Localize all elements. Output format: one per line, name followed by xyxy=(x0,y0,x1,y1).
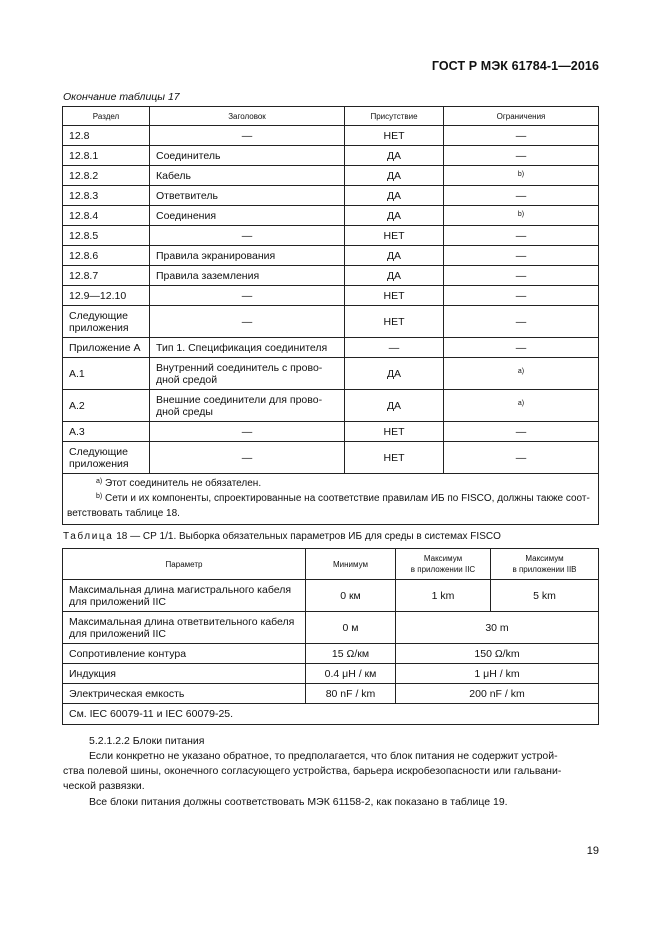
cell-presence: ДА xyxy=(345,246,444,266)
page-number: 19 xyxy=(586,845,599,857)
cell-presence: НЕТ xyxy=(345,126,444,146)
cell-title: Соединения xyxy=(150,206,345,226)
cell-restriction xyxy=(444,358,599,390)
table18-note: См. IEC 60079-11 и IEC 60079-25. xyxy=(63,704,599,725)
cell-max-iic: 1 km xyxy=(396,580,491,612)
cell-section: 12.8.4 xyxy=(63,206,150,226)
cell-restriction: — xyxy=(444,266,599,286)
header-line: Максимум xyxy=(423,554,463,563)
table-18 xyxy=(62,548,599,725)
table-row xyxy=(63,580,599,612)
cell-restriction: — xyxy=(444,146,599,166)
cell-presence: ДА xyxy=(345,166,444,186)
table-row xyxy=(63,644,599,664)
cell-title: Тип 1. Спецификация соединителя xyxy=(150,338,345,358)
table-row xyxy=(63,358,599,390)
cell-restriction: — xyxy=(444,286,599,306)
table-row xyxy=(63,186,599,206)
cell-restriction: — xyxy=(444,246,599,266)
table-row xyxy=(63,146,599,166)
cell-presence: НЕТ xyxy=(345,422,444,442)
cell-max-iib: 5 km xyxy=(491,580,599,612)
header-line: в приложении IIB xyxy=(512,565,577,574)
cell-presence: ДА xyxy=(345,186,444,206)
cell-param: Сопротивление контура xyxy=(63,644,306,664)
section-text xyxy=(63,734,600,810)
cell-presence: ДА xyxy=(345,206,444,226)
cell-line: дной средой xyxy=(156,373,218,386)
cell-presence: ДА xyxy=(345,358,444,390)
cell-restriction: — xyxy=(444,126,599,146)
cell-title: — xyxy=(150,126,345,146)
table18-caption xyxy=(63,531,501,542)
col-min-header: Минимум xyxy=(306,549,396,580)
cell-section: 12.8.3 xyxy=(63,186,150,206)
cell-min: 15 Ω/км xyxy=(306,644,396,664)
cell-presence: ДА xyxy=(345,390,444,422)
note-b-mark: b) xyxy=(96,493,103,500)
col-param-header: Параметр xyxy=(63,549,306,580)
table17-caption: Окончание таблицы 17 xyxy=(63,91,180,103)
cell-restriction: — xyxy=(444,442,599,474)
col-title-header: Заголовок xyxy=(150,107,345,126)
note-a-mark: a) xyxy=(96,478,103,485)
footnote-ref: b) xyxy=(517,210,525,218)
cell-restriction: — xyxy=(444,306,599,338)
cell-line: приложения xyxy=(69,457,129,470)
cell-line: для приложений IIC xyxy=(69,627,166,640)
cell-title: — xyxy=(150,306,345,338)
table-row xyxy=(63,126,599,146)
cell-presence: НЕТ xyxy=(345,226,444,246)
cell-max: 150 Ω/km xyxy=(396,644,599,664)
cell-title xyxy=(150,358,345,390)
cell-title: — xyxy=(150,286,345,306)
footnote-ref: a) xyxy=(517,367,525,375)
table-row xyxy=(63,286,599,306)
cell-line: Максимальная длина магистрального кабеля xyxy=(69,583,292,596)
table17-notes xyxy=(63,474,599,525)
cell-param xyxy=(63,580,306,612)
table17-header-row xyxy=(63,107,599,126)
cell-section xyxy=(63,306,150,338)
header-line: Максимум xyxy=(525,554,564,563)
col-presence-header: Присутствие xyxy=(345,107,444,126)
cell-presence: НЕТ xyxy=(345,306,444,338)
standard-code: ГОСТ Р МЭК 61784-1—2016 xyxy=(431,59,599,73)
table-row xyxy=(63,226,599,246)
cell-line: дной среды xyxy=(156,405,213,418)
cell-presence: НЕТ xyxy=(345,286,444,306)
footnote-ref: a) xyxy=(517,399,525,407)
cell-line: приложения xyxy=(69,321,129,334)
cell-param: Электрическая емкость xyxy=(63,684,306,704)
note-b-continuation: ветствовать таблице 18. xyxy=(67,508,180,519)
table18-caption-prefix: Таблица xyxy=(63,531,114,542)
cell-restriction xyxy=(444,206,599,226)
col-max-iib-header xyxy=(491,549,599,580)
cell-line: Внешние соединители для прово- xyxy=(156,393,323,406)
cell-restriction xyxy=(444,166,599,186)
table18-header-row xyxy=(63,549,599,580)
table-row xyxy=(63,338,599,358)
cell-section: 12.8.5 xyxy=(63,226,150,246)
cell-min: 80 nF / km xyxy=(306,684,396,704)
cell-title: Правила заземления xyxy=(150,266,345,286)
cell-title: Соединитель xyxy=(150,146,345,166)
table-row xyxy=(63,442,599,474)
note-a-text: Этот соединитель не обязателен. xyxy=(105,478,262,489)
cell-section: А.2 xyxy=(63,390,150,422)
col-section-header: Раздел xyxy=(63,107,150,126)
cell-min: 0 м xyxy=(306,612,396,644)
cell-restriction: — xyxy=(444,186,599,206)
cell-line: Максимальная длина ответвительного кабеля xyxy=(69,615,295,628)
cell-section xyxy=(63,442,150,474)
cell-presence: НЕТ xyxy=(345,442,444,474)
header-line: в приложении IIC xyxy=(410,565,476,574)
table-row xyxy=(63,266,599,286)
cell-section: 12.8.1 xyxy=(63,146,150,166)
table-row xyxy=(63,246,599,266)
cell-section: А.3 xyxy=(63,422,150,442)
note-b-text: Сети и их компоненты, спроектированные на соответствие правилам ИБ по FISCO, должны также соот- xyxy=(105,493,590,504)
table-row xyxy=(63,422,599,442)
cell-min: 0.4 μH / км xyxy=(306,664,396,684)
col-restriction-header: Ограничения xyxy=(444,107,599,126)
cell-line: для приложений IIC xyxy=(69,595,166,608)
cell-restriction: — xyxy=(444,338,599,358)
cell-title: Ответвитель xyxy=(150,186,345,206)
paragraph-1 xyxy=(63,749,600,764)
table18-note-row xyxy=(63,704,599,725)
cell-max: 30 m xyxy=(396,612,599,644)
table-row xyxy=(63,166,599,186)
paragraph-1-line-2: ства полевой шины, оконечного согласующего устройства, барьера искробезопасности или гальвани- xyxy=(63,765,562,777)
footnote-ref: b) xyxy=(517,170,525,178)
cell-section: 12.8.2 xyxy=(63,166,150,186)
table-row xyxy=(63,206,599,226)
table-row xyxy=(63,612,599,644)
cell-section: 12.8.7 xyxy=(63,266,150,286)
cell-param xyxy=(63,612,306,644)
paragraph-1-line-1: Если конкретно не указано обратное, то предполагается, что блок питания не содержит устрой- xyxy=(89,750,558,762)
table18-caption-text: 18 — СР 1/1. Выборка обязательных параметров ИБ для среды в системах FISCO xyxy=(116,531,501,542)
note-b xyxy=(93,492,592,507)
cell-title: — xyxy=(150,422,345,442)
cell-title xyxy=(150,390,345,422)
cell-title: — xyxy=(150,442,345,474)
col-max-iic-header xyxy=(396,549,491,580)
cell-line: Внутренний соединитель с прово- xyxy=(156,361,323,374)
cell-section: 12.8 xyxy=(63,126,150,146)
cell-line: Следующие xyxy=(69,309,128,322)
table-row xyxy=(63,306,599,338)
cell-min: 0 км xyxy=(306,580,396,612)
cell-presence: ДА xyxy=(345,266,444,286)
note-a xyxy=(93,477,592,492)
cell-line: Следующие xyxy=(69,445,128,458)
table-17 xyxy=(62,106,599,525)
table-row xyxy=(63,664,599,684)
cell-max: 1 μH / km xyxy=(396,664,599,684)
cell-section: 12.8.6 xyxy=(63,246,150,266)
cell-max: 200 nF / km xyxy=(396,684,599,704)
cell-restriction xyxy=(444,390,599,422)
table-row xyxy=(63,684,599,704)
cell-title: — xyxy=(150,226,345,246)
cell-presence: ДА xyxy=(345,146,444,166)
section-heading: 5.2.1.2.2 Блоки питания xyxy=(89,735,205,747)
cell-section: А.1 xyxy=(63,358,150,390)
cell-param: Индукция xyxy=(63,664,306,684)
cell-section: 12.9—12.10 xyxy=(63,286,150,306)
paragraph-1-line-3: ческой развязки. xyxy=(63,780,145,792)
paragraph-2: Все блоки питания должны соответствовать МЭК 61158-2, как показано в таблице 19. xyxy=(89,796,508,808)
cell-title: Правила экранирования xyxy=(150,246,345,266)
cell-presence: — xyxy=(345,338,444,358)
cell-section: Приложение А xyxy=(63,338,150,358)
cell-restriction: — xyxy=(444,422,599,442)
cell-restriction: — xyxy=(444,226,599,246)
table-row xyxy=(63,390,599,422)
table17-notes-row xyxy=(63,474,599,525)
cell-title: Кабель xyxy=(150,166,345,186)
